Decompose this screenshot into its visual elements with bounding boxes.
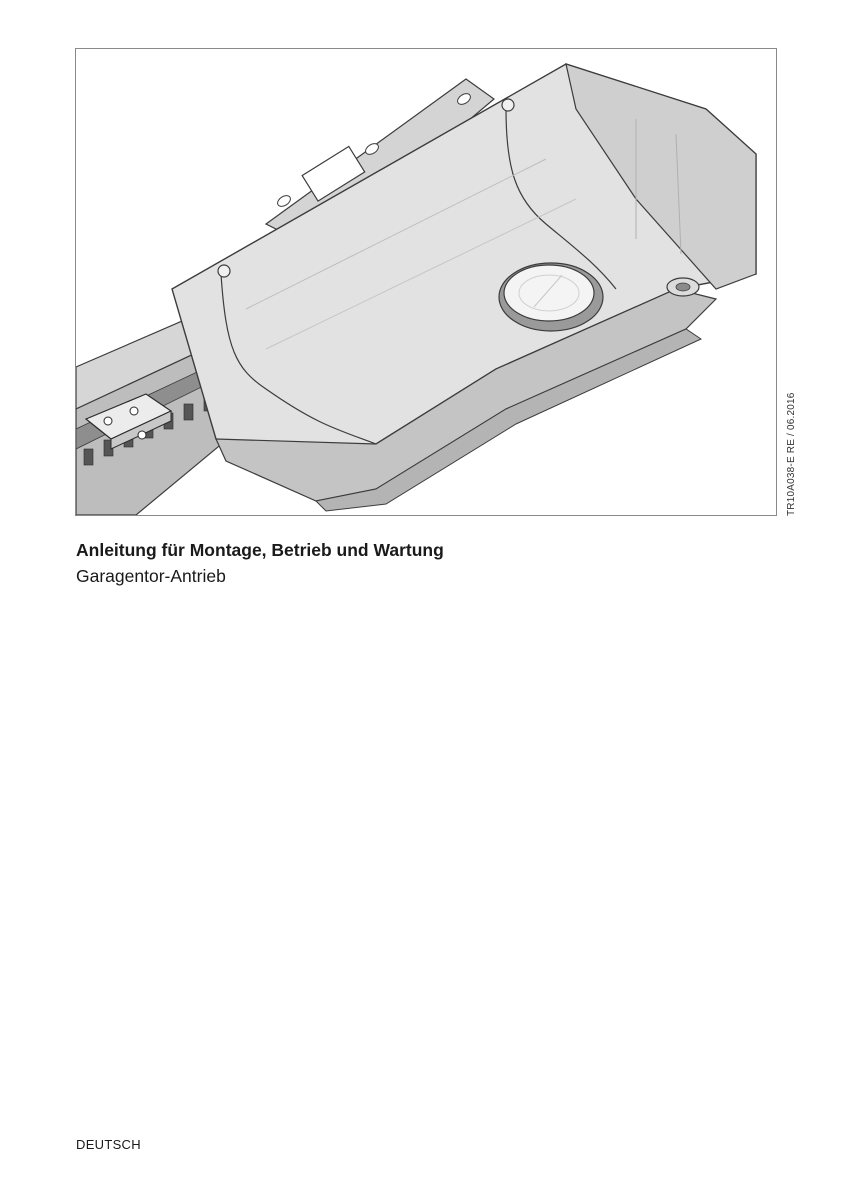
document-code: TR10A038-E RE / 06.2016	[786, 392, 797, 516]
screw-icon	[138, 431, 146, 439]
garage-door-opener-illustration	[76, 49, 776, 515]
screw-icon	[218, 265, 230, 277]
language-label: DEUTSCH	[76, 1137, 141, 1152]
motor-housing	[172, 64, 756, 511]
screw-icon	[502, 99, 514, 111]
chain-link	[184, 404, 193, 420]
product-illustration-frame	[75, 48, 777, 516]
document-title: Anleitung für Montage, Betrieb und Wartung	[76, 540, 444, 560]
screw-icon	[104, 417, 112, 425]
screw-icon	[130, 407, 138, 415]
lamp-icon	[504, 265, 594, 321]
document-subtitle: Garagentor-Antrieb	[76, 566, 226, 586]
chain-link	[84, 449, 93, 465]
